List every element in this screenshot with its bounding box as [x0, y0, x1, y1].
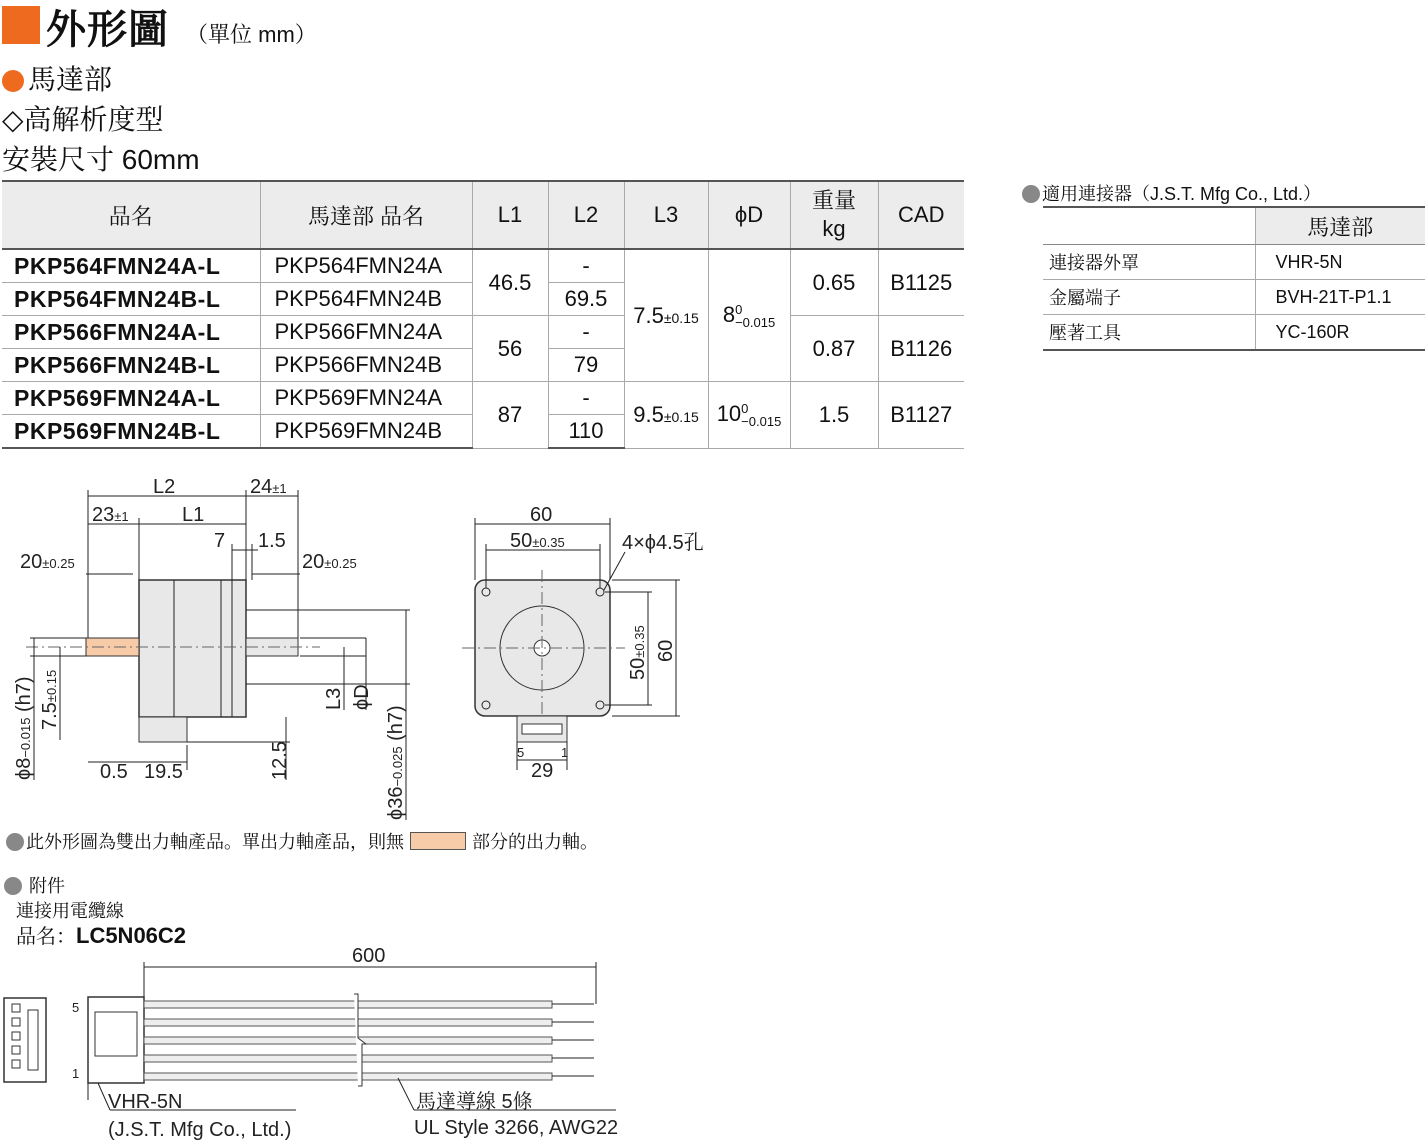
unit-label: （單位 mm）	[186, 22, 317, 47]
bullet-icon	[4, 877, 22, 895]
accessory-name: 連接用電纜線	[16, 901, 124, 921]
product-name: PKP564FMN24B-L	[2, 283, 260, 316]
shaft-color-swatch	[410, 832, 466, 850]
section-heading: 馬達部	[2, 58, 112, 98]
dim-l1: L1	[182, 504, 205, 526]
bullet-icon	[2, 70, 24, 92]
product-name: PKP566FMN24B-L	[2, 349, 260, 382]
col-header: 馬達部 品名	[260, 181, 472, 249]
product-name: PKP569FMN24A-L	[2, 382, 260, 415]
l2-cell: -	[548, 382, 624, 415]
col-header: 重量 kg	[790, 181, 878, 249]
col-header: L1	[472, 181, 548, 249]
l1-cell: 87	[472, 382, 548, 449]
dim-60-h: 60	[530, 504, 553, 526]
accessory-pn: 品名：LC5N06C2	[16, 923, 187, 948]
l2-cell: -	[548, 249, 624, 283]
cad-cell: B1125	[878, 249, 964, 316]
dim-60-v: 60	[655, 639, 677, 662]
col-header: CAD	[878, 181, 964, 249]
cad-cell: B1126	[878, 316, 964, 382]
dim-20b: 20±0.25	[302, 551, 357, 573]
pin-1: 1	[72, 1066, 80, 1081]
dim-29: 29	[531, 760, 554, 782]
spec-table	[2, 180, 964, 449]
d-cell: 80 −0.015	[708, 249, 790, 382]
bullet-icon	[1022, 185, 1040, 203]
product-name: PKP569FMN24B-L	[2, 415, 260, 449]
connector-maker: (J.S.T. Mfg Co., Ltd.)	[108, 1119, 292, 1141]
connector-end-icon	[4, 998, 46, 1082]
dim-7: 7	[214, 530, 226, 552]
connector-housing	[88, 997, 144, 1083]
connector-value: BVH-21T-P1.1	[1255, 280, 1425, 315]
l2-cell: 79	[548, 349, 624, 382]
type-heading: ◇高解析度型	[2, 104, 164, 135]
connector-model: VHR-5N	[108, 1091, 183, 1113]
page-title: 外形圖	[46, 8, 169, 52]
dim-l3: L3	[323, 687, 345, 710]
dimension-drawing	[0, 460, 760, 825]
holes-label: 4×ϕ4.5孔	[622, 532, 704, 554]
pin-5: 5	[72, 1000, 80, 1015]
side-view	[13, 476, 410, 820]
dim-50-v: 50±0.35	[627, 625, 649, 680]
connector-value: VHR-5N	[1255, 245, 1425, 280]
dim-50-h: 50±0.35	[510, 530, 565, 552]
cable-length: 600	[352, 945, 386, 967]
wire-spec: UL Style 3266, AWG22	[414, 1117, 619, 1139]
l1-cell: 56	[472, 316, 548, 382]
pin-5: 5	[517, 745, 525, 760]
motor-name: PKP564FMN24A	[260, 249, 472, 283]
motor-name: PKP566FMN24B	[260, 349, 472, 382]
col-header: 馬達部	[1255, 207, 1425, 245]
dim-phi36: ϕ36−0.025 (h7)	[385, 705, 407, 820]
connector-value: YC-160R	[1255, 315, 1425, 351]
col-header: L2	[548, 181, 624, 249]
connector-item: 金屬端子	[1043, 280, 1255, 315]
dim-24: 24±1	[250, 476, 287, 498]
dim-phid: ϕD	[351, 684, 373, 710]
product-name: PKP564FMN24A-L	[2, 249, 260, 283]
title-mark	[2, 6, 40, 44]
col-header: ϕD	[708, 181, 790, 249]
dim-7-5: 7.5±0.15	[39, 669, 61, 730]
front-view	[462, 504, 704, 782]
l1-cell: 46.5	[472, 249, 548, 316]
weight-cell: 1.5	[790, 382, 878, 449]
l3-cell: 7.5±0.15	[624, 249, 708, 382]
col-header: L3	[624, 181, 708, 249]
cad-cell: B1127	[878, 382, 964, 449]
motor-name: PKP566FMN24A	[260, 316, 472, 349]
cable-drawing	[0, 940, 640, 1144]
note-text: 此外形圖為雙出力軸產品。單出力軸產品，則無 部分的出力軸。	[6, 828, 598, 854]
product-name: PKP566FMN24A-L	[2, 316, 260, 349]
connector-title: 適用連接器（J.S.T. Mfg Co., Ltd.）	[1022, 180, 1321, 206]
wire-bundle	[144, 1001, 552, 1080]
dim-1-5: 1.5	[258, 530, 286, 552]
l3-cell: 9.5±0.15	[624, 382, 708, 449]
dim-20a: 20±0.25	[20, 551, 75, 573]
motor-name: PKP564FMN24B	[260, 283, 472, 316]
connector-item: 連接器外罩	[1043, 245, 1255, 280]
l2-cell: 69.5	[548, 283, 624, 316]
dim-19-5: 19.5	[144, 761, 183, 783]
size-heading: 安裝尺寸 60mm	[2, 144, 200, 175]
connector-table	[1043, 206, 1425, 351]
d-cell: 100 −0.015	[708, 382, 790, 449]
weight-cell: 0.65	[790, 249, 878, 316]
dim-l2: L2	[153, 476, 176, 498]
pin-1: 1	[561, 745, 569, 760]
accessory-title: 附件	[4, 872, 65, 898]
dim-phi8: ϕ8−0.015 (h7)	[13, 676, 35, 780]
weight-cell: 0.87	[790, 316, 878, 382]
col-header: 品名	[2, 181, 260, 249]
connector-item: 壓著工具	[1043, 315, 1255, 351]
l2-cell: -	[548, 316, 624, 349]
motor-name: PKP569FMN24A	[260, 382, 472, 415]
motor-name: PKP569FMN24B	[260, 415, 472, 449]
wire-label: 馬達導線 5條	[416, 1091, 533, 1113]
dim-12-5: 12.5	[269, 741, 291, 780]
dim-0-5: 0.5	[100, 761, 128, 783]
l2-cell: 110	[548, 415, 624, 449]
bullet-icon	[6, 833, 24, 851]
dim-23: 23±1	[92, 504, 129, 526]
